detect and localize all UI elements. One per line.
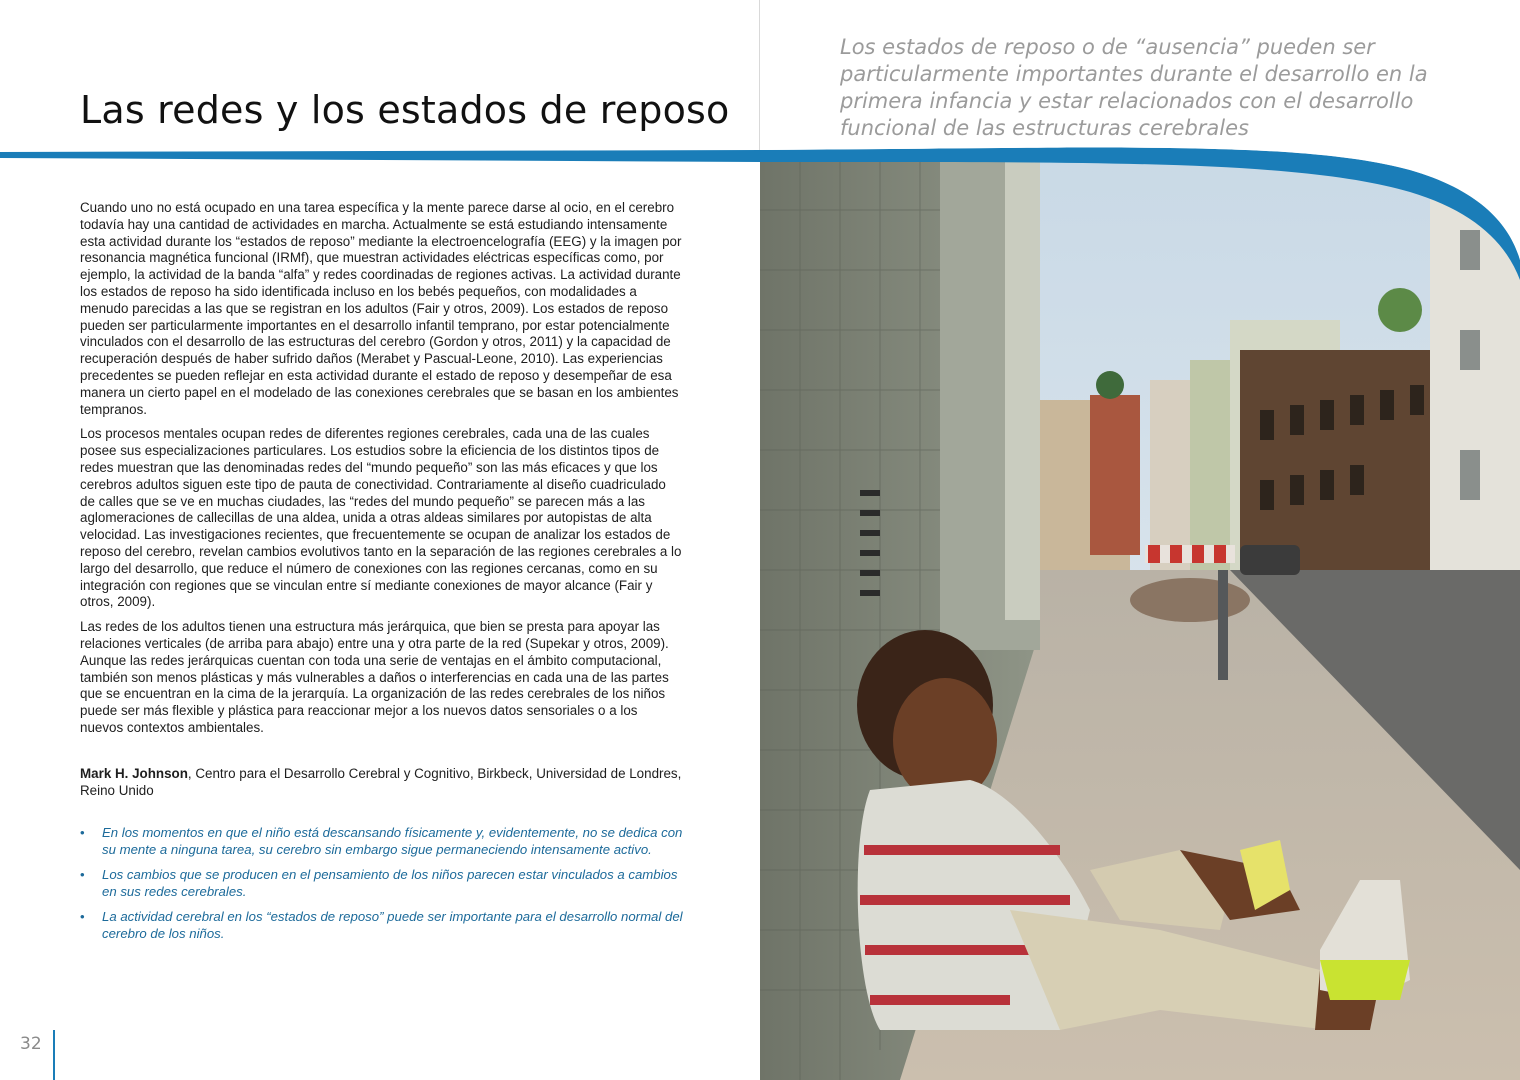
body-paragraph: Los procesos mentales ocupan redes de diferentes regiones cerebrales, cada una de las cuales posee sus especializaciones particulares. Los estudios sobre la eficiencia de los distintos tipos de redes muestran que las denominadas redes del “mundo pequeño” son las más eficaces y que los cerebros adultos siguen este tipo de pauta de conectividad. Contrariamente al diseño cuadriculado de calles que se ve en muchas ciudades, las “redes del mundo pequeño” se parecen más a las aglomeraciones de callecillas de una aldea, unida a otras aldeas similares por autopistas de alta velocidad. Las investigaciones recientes, que frecuentemente se ocupan de analizar los estados de reposo del cerebro, revelan cambios evolutivos tanto en la separación de las regiones cerebrales a lo largo del desarrollo, que reduce el número de conexiones con las regiones cercanas, como en su integración con regiones que se vinculan entre sí mediante conexiones de mayor alcance (Fair y otros, 2009). [80, 426, 682, 610]
key-point-text: En los momentos en que el niño está descansando físicamente y, evidentemente, no se dedica con su mente a ninguna tarea, su cerebro sin embargo sigue permaneciendo intensamente activo. [102, 825, 683, 857]
pull-quote: Los estados de reposo o de “ausencia” pueden ser particularmente importantes durante el desarrollo en la primera infancia y estar relacionados con el desarrollo funcional de las estructuras cerebrales [840, 35, 1428, 140]
author-name: Mark H. Johnson [80, 766, 188, 781]
page-title: Las redes y los estados de reposo [80, 88, 730, 132]
key-point-text: La actividad cerebral en los “estados de reposo” puede ser importante para el desarrollo normal del cerebro de los niños. [102, 909, 683, 941]
bullet-icon: • [80, 825, 85, 840]
page-gutter [759, 0, 760, 160]
author-credit [80, 766, 682, 800]
bullet-icon: • [80, 867, 85, 882]
body-paragraph: Las redes de los adultos tienen una estructura más jerárquica, que bien se presta para apoyar las relaciones verticales (de arriba para abajo) entre una y otra parte de la red (Supekar y otros, 2009). Aunque las redes jerárquicas cuentan con toda una serie de ventajas en el ámbito computacional, también son menos plásticas y más vulnerables a daños o interferencias en cada una de las partes que se encuentran en la cima de la jerarquía. La organización de las redes cerebrales de los niños puede ser más flexible y plástica para reaccionar mejor a los nuevos datos sensoriales o a los nuevos contextos ambientales. [80, 619, 669, 735]
page-number: 32 [20, 1034, 42, 1054]
article-body [80, 200, 682, 745]
bollard [1218, 570, 1228, 680]
key-point-text: Los cambios que se producen en el pensamiento de los niños parecen estar vinculados a cambios en sus redes cerebrales. [102, 867, 678, 899]
key-point [80, 908, 684, 942]
parked-car [1240, 545, 1300, 575]
body-paragraph: Cuando uno no está ocupado en una tarea específica y la mente parece darse al ocio, en el cerebro todavía hay una cantidad de actividades en marcha. Actualmente se está estudiando intensamente esta actividad durante los “estados de reposo” mediante la electroencelografía (EEG) y la imagen por resonancia magnética funcional (IRMf), que muestran actividades eléctricas específicas como, por ejemplo, la actividad de la banda “alfa” y redes coordinadas de regiones activas. La actividad durante los estados de reposo ha sido identificada incluso en los bebés pequeños, con modalidades a menudo parecidas a las que se registran en los adultos (Fair y otros, 2009). Los estados de reposo pueden ser particularmente importantes en el desarrollo infantil temprano, por estar potencialmente vinculados con el desarrollo de las estructuras del cerebro (Gordon y otros, 2011) y la capacidad de recuperación después de haber sufrido daños (Merabet y Pascual-Leone, 2010). Las experiencias precedentes se pueden reflejar en esta actividad durante el estado de reposo y desempeñar de esa manera un cierto papel en el modelado de las conexiones cerebrales que se basan en los ambientes tempranos. [80, 200, 682, 417]
page-number-rule [53, 1030, 55, 1080]
key-points-list [80, 824, 684, 950]
key-point [80, 866, 684, 900]
bullet-icon: • [80, 909, 85, 924]
author-affiliation: , Centro para el Desarrollo Cerebral y Cognitivo, Birkbeck, Universidad de Londres, Reino Unido [80, 766, 682, 798]
key-point [80, 824, 684, 858]
street-child-photo [760, 150, 1520, 1080]
